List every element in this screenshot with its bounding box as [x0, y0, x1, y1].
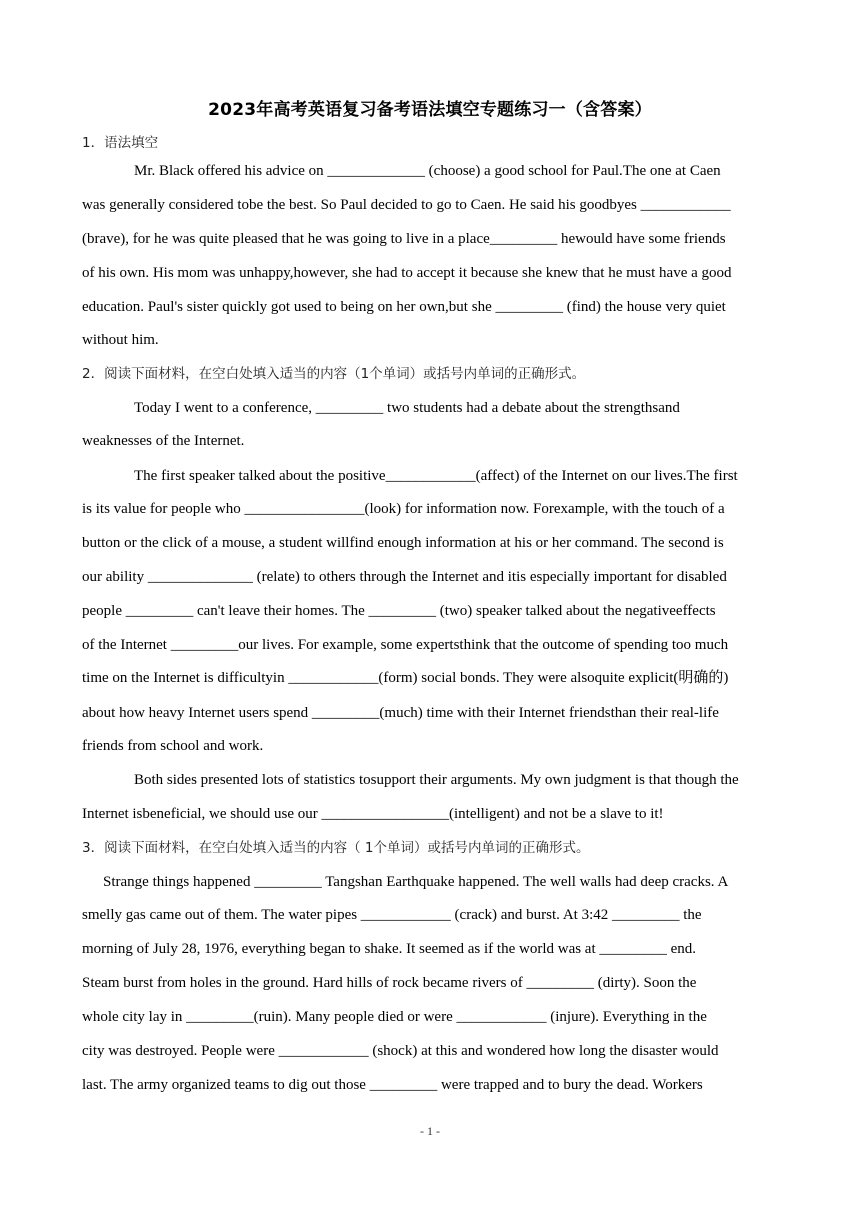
text-line: Internet isbeneficial, we should use our _________________(intelligent) and not be a slave to it!	[82, 806, 664, 822]
question-2-heading: 2．阅读下面材料，在空白处填入适当的内容（1个单词）或括号内单词的正确形式。	[82, 366, 586, 382]
text-line: Today I went to a conference, _________ two students had a debate about the strengthsand	[134, 400, 680, 416]
text-line: button or the click of a mouse, a student willfind enough information at his or her command. The second is	[82, 535, 724, 551]
text-line: Strange things happened _________ Tangshan Earthquake happened. The well walls had deep cracks. A	[103, 874, 729, 890]
text-line: is its value for people who ________________(look) for information now. Forexample, with the touch of a	[82, 501, 725, 517]
page-number: - 1 -	[420, 1124, 440, 1138]
question-3-heading: 3．阅读下面材料，在空白处填入适当的内容（ 1个单词）或括号内单词的正确形式。	[82, 840, 590, 856]
text-line: of his own. His mom was unhappy,however, she had to accept it because she knew that he must have a good	[82, 265, 732, 281]
text-line: about how heavy Internet users spend _________(much) time with their Internet friendsthan their real-life	[82, 705, 719, 721]
text-line: friends from school and work.	[82, 738, 264, 754]
text-line: education. Paul's sister quickly got used to being on her own,but she _________ (find) the house very quiet	[82, 299, 726, 315]
text-line: smelly gas came out of them. The water pipes ____________ (crack) and burst. At 3:42 _________ the	[82, 907, 702, 923]
text-line: city was destroyed. People were ____________ (shock) at this and wondered how long the disaster would	[82, 1043, 719, 1059]
question-1-heading: 1．语法填空	[82, 135, 159, 151]
text-line: was generally considered tobe the best. So Paul decided to go to Caen. He said his goodbyes ____________	[82, 197, 731, 213]
text-line: Both sides presented lots of statistics tosupport their arguments. My own judgment is that though the	[134, 772, 739, 788]
text-line: (brave), for he was quite pleased that he was going to live in a place_________ hewould have some friends	[82, 231, 726, 247]
text-line: Mr. Black offered his advice on _____________ (choose) a good school for Paul.The one at Caen	[134, 163, 721, 179]
text-line: our ability ______________ (relate) to others through the Internet and itis especially important for disabled	[82, 569, 727, 585]
text-line: weaknesses of the Internet.	[82, 433, 245, 449]
text-line: without him.	[82, 332, 159, 348]
text-line: The first speaker talked about the positive____________(affect) of the Internet on our lives.The first	[134, 468, 738, 484]
text-line: morning of July 28, 1976, everything began to shake. It seemed as if the world was at _________ end.	[82, 941, 697, 957]
text-line: last. The army organized teams to dig out those _________ were trapped and to bury the dead. Workers	[82, 1077, 703, 1093]
text-line: people _________ can't leave their homes. The _________ (two) speaker talked about the negativeeffects	[82, 603, 716, 619]
text-line: of the Internet _________our lives. For example, some expertsthink that the outcome of spending too much	[82, 637, 729, 653]
page-title: 2023年高考英语复习备考语法填空专题练习一（含答案）	[208, 100, 652, 120]
text-line: Steam burst from holes in the ground. Hard hills of rock became rivers of _________ (dirty). Soon the	[82, 975, 697, 991]
text-line: whole city lay in _________(ruin). Many people died or were ____________ (injure). Everything in the	[82, 1009, 707, 1025]
text-line: time on the Internet is difficultyin ____________(form) social bonds. They were alsoquite explicit(明确的)	[82, 670, 729, 686]
